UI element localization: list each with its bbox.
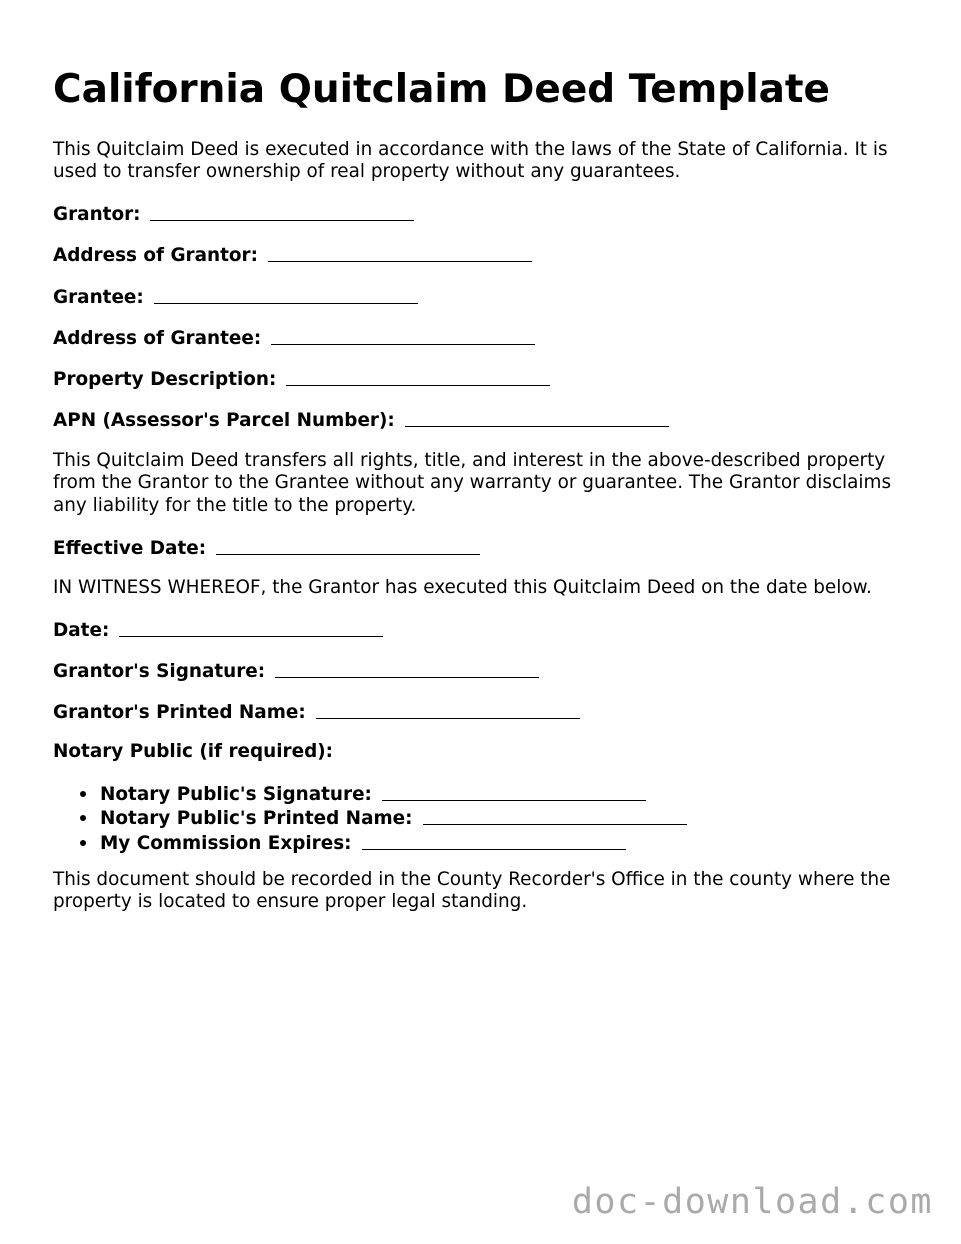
commission-expires-blank[interactable] (362, 832, 626, 850)
grantor-field (53, 202, 414, 226)
list-item (100, 806, 687, 830)
apn-field (53, 408, 669, 432)
date-label: Date: (53, 620, 110, 641)
grantee-blank[interactable] (154, 286, 418, 304)
grantor-signature-field (53, 659, 539, 683)
transfer-paragraph: This Quitclaim Deed transfers all rights, title, and interest in the above-described property from the Grantor to the Grantee without any warranty or guarantee. The Grantor disclaims any liability for the title to the property. (53, 450, 892, 516)
property-description-field (53, 367, 550, 391)
grantor-printed-name-blank[interactable] (316, 701, 580, 719)
property-description-label: Property Description: (53, 369, 277, 390)
grantor-printed-name-field (53, 700, 580, 724)
commission-expires-label: My Commission Expires: (100, 832, 352, 854)
notary-heading (53, 741, 333, 763)
watermark: doc-download.com (571, 1182, 933, 1222)
page-title: California Quitclaim Deed Template (53, 67, 830, 112)
apn-label: APN (Assessor's Parcel Number): (53, 410, 395, 431)
date-field (53, 618, 383, 642)
address-of-grantee-field (53, 326, 535, 350)
witness-paragraph: IN WITNESS WHEREOF, the Grantor has executed this Quitclaim Deed on the date below. (53, 577, 872, 598)
address-of-grantee-label: Address of Grantee: (53, 328, 262, 349)
notary-signature-blank[interactable] (382, 783, 646, 801)
date-blank[interactable] (119, 619, 383, 637)
grantor-label: Grantor: (53, 204, 141, 225)
address-of-grantor-blank[interactable] (268, 244, 532, 262)
notary-heading-label: Notary Public (if required): (53, 741, 334, 762)
address-of-grantee-blank[interactable] (271, 327, 535, 345)
intro-paragraph: This Quitclaim Deed is executed in accordance with the laws of the State of California. It is used to transfer ownership of real property without any guarantees. (53, 139, 888, 183)
grantee-label: Grantee: (53, 287, 144, 308)
notary-printed-name-blank[interactable] (423, 807, 687, 825)
effective-date-field (53, 536, 480, 560)
grantor-blank[interactable] (150, 203, 414, 221)
list-item (100, 782, 687, 806)
address-of-grantor-field (53, 243, 532, 267)
list-item (100, 831, 687, 855)
notary-printed-name-label: Notary Public's Printed Name: (100, 808, 413, 830)
grantor-printed-name-label: Grantor's Printed Name: (53, 702, 306, 723)
notary-signature-label: Notary Public's Signature: (100, 784, 372, 805)
effective-date-label: Effective Date: (53, 538, 207, 559)
grantor-signature-blank[interactable] (275, 660, 539, 678)
apn-blank[interactable] (405, 409, 669, 427)
address-of-grantor-label: Address of Grantor: (53, 245, 258, 266)
closing-paragraph: This document should be recorded in the County Recorder's Office in the county where the property is located to ensure proper legal standing. (53, 869, 891, 913)
notary-list (53, 782, 687, 855)
property-description-blank[interactable] (286, 368, 550, 386)
grantor-signature-label: Grantor's Signature: (53, 661, 266, 682)
grantee-field (53, 285, 418, 309)
effective-date-blank[interactable] (216, 537, 480, 555)
